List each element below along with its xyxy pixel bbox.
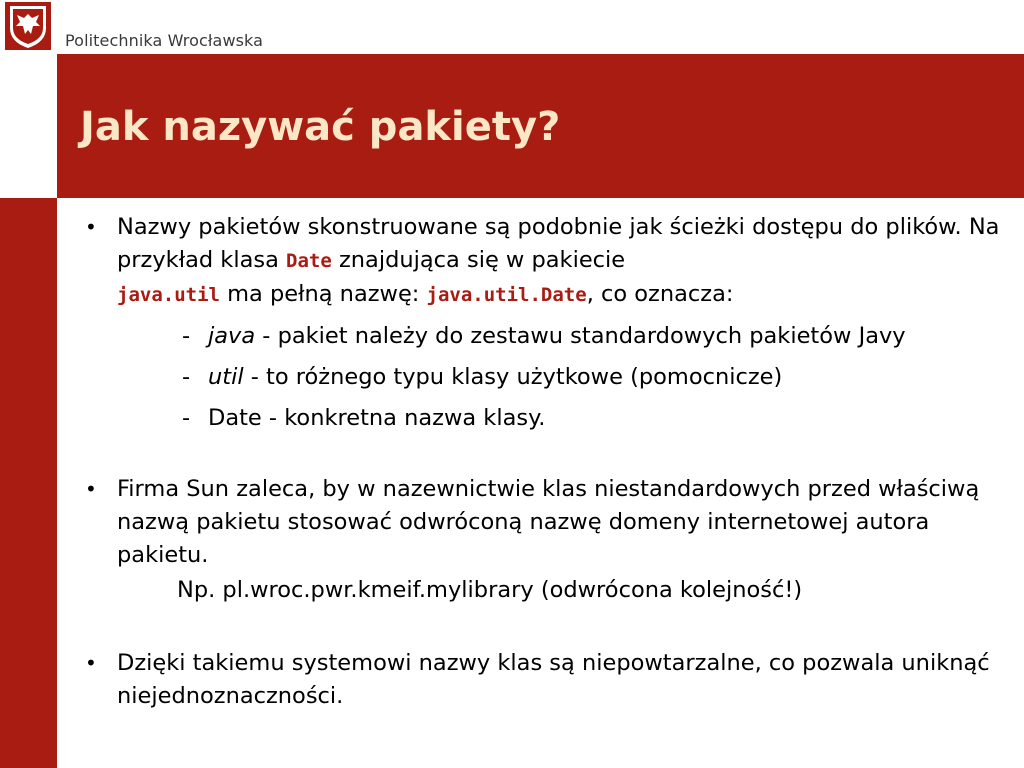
bullet-text: ma pełną nazwę: [219, 281, 427, 307]
bullet-text: znajdująca się w pakiecie [331, 247, 626, 273]
sub-term: util [208, 364, 244, 390]
example-line: Np. pl.wroc.pwr.kmeif.mylibrary (odwrócona kolejność!) [177, 577, 803, 603]
code-inline: java.util [117, 284, 220, 306]
header-bar [0, 0, 1024, 54]
sub-bullet-item [85, 402, 1010, 435]
bullet-item [85, 211, 1010, 312]
dash-icon: - [182, 323, 191, 349]
sub-bullet-item [85, 320, 1010, 353]
university-name: Politechnika Wrocławska [65, 31, 264, 50]
sub-desc: - to różnego typu klasy użytkowe (pomocnicze) [243, 364, 783, 390]
slide-title: Jak nazywać pakiety? [80, 104, 561, 150]
bullet-item [85, 647, 1010, 713]
sub-desc: Date - konkretna nazwa klasy. [208, 405, 546, 431]
left-accent-strip [0, 198, 57, 768]
bullet-dot-icon: • [85, 651, 97, 675]
code-inline: Date [286, 250, 332, 272]
slide-content [85, 211, 1010, 713]
bullet-text: Nazwy pakietów skonstruowane są podobnie jak ścieżki dostępu do plików. Na przykład klasa [117, 214, 1000, 273]
university-crest-icon [5, 2, 51, 50]
dash-icon: - [182, 405, 191, 431]
bullet-text: , co oznacza: [586, 281, 734, 307]
sub-term: java [208, 323, 256, 349]
sub-bullet-item [85, 361, 1010, 394]
code-inline: java.util.Date [426, 284, 587, 306]
sub-desc: - pakiet należy do zestawu standardowych pakietów Javy [255, 323, 906, 349]
bullet-text: Firma Sun zaleca, by w nazewnictwie klas niestandardowych przed właściwą nazwą pakietu stosować odwróconą nazwę domeny internetowej autora pakietu. [117, 476, 980, 568]
bullet-dot-icon: • [85, 477, 97, 501]
bullet-dot-icon: • [85, 215, 97, 239]
dash-icon: - [182, 364, 191, 390]
bullet-item [85, 473, 1010, 572]
bullet-text: Dzięki takiemu systemowi nazwy klas są niepowtarzalne, co pozwala uniknąć niejednoznaczności. [117, 650, 990, 709]
